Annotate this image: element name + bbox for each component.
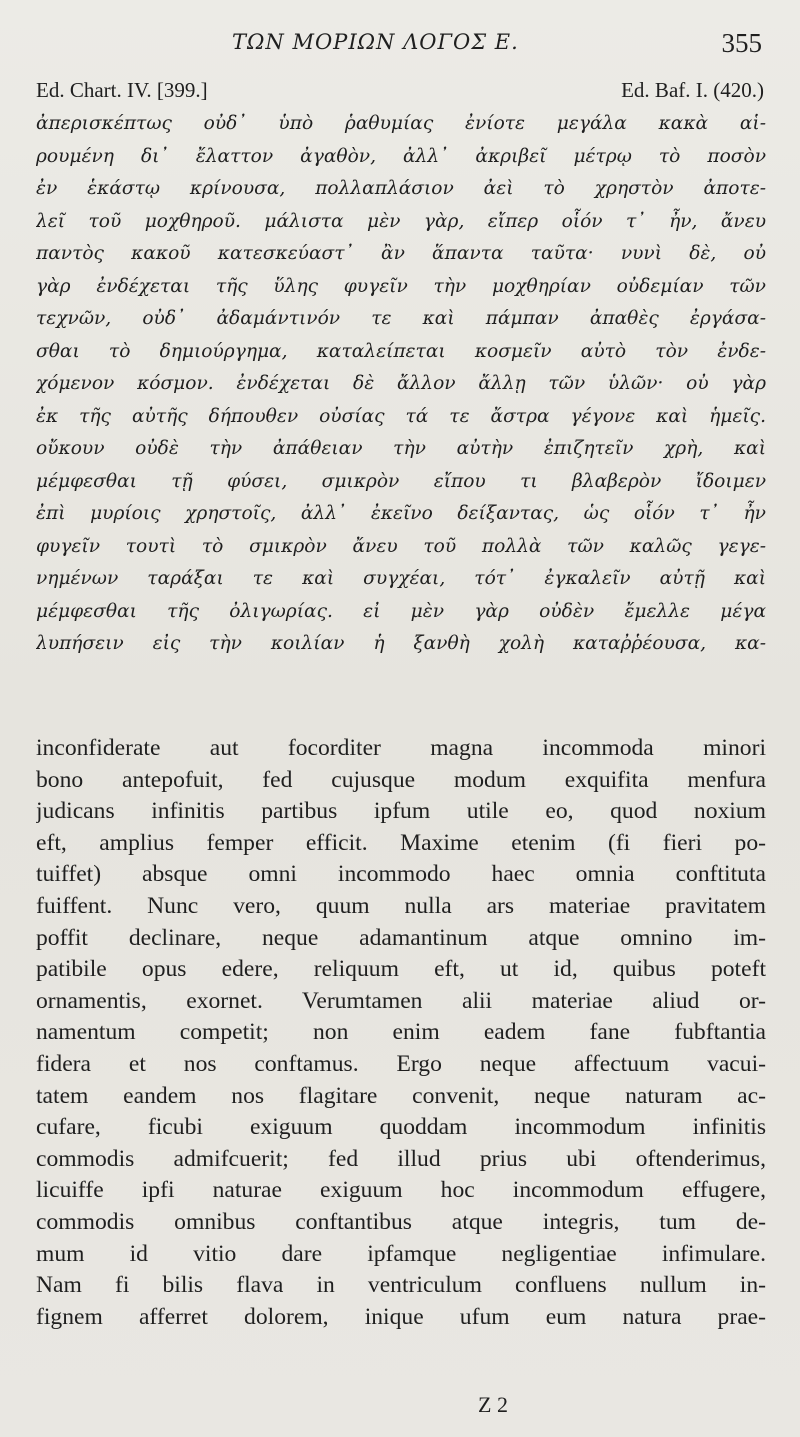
latin-line: poffit declinare, neque adamantinum atque omnino im- xyxy=(36,924,766,951)
greek-line: οὔκουν οὐδὲ τὴν ἀπάθειαν τὴν αὐτὴν ἐπιζητεῖν χρὴ, καὶ xyxy=(36,438,766,459)
latin-line: fignem afferret dolorem, inique ufum eum natura prae- xyxy=(36,1303,766,1330)
latin-text-block xyxy=(36,733,766,1333)
latin-line: namentum competit; non enim eadem fane fubftantia xyxy=(36,1019,766,1046)
latin-line: bono antepofuit, fed cujusque modum exquifita menfura xyxy=(36,766,766,793)
latin-line: licuiffe ipfi naturae exiguum hoc incommodum effugere, xyxy=(36,1177,766,1204)
edition-reference-chartier: Ed. Chart. IV. [399.] xyxy=(36,78,208,102)
latin-line: inconfiderate aut focorditer magna incommoda minori xyxy=(36,735,766,761)
greek-line: ἀπερισκέπτως οὐδ᾽ ὑπὸ ῥαθυμίας ἐνίοτε μεγάλα κακὰ αἱ- xyxy=(36,113,766,134)
greek-line: ἐν ἑκάστῳ κρίνουσα, πολλαπλάσιον ἀεὶ τὸ χρηστὸν ἀποτε- xyxy=(36,178,766,199)
greek-line: παντὸς κακοῦ κατεσκεύαστ᾽ ἂν ἅπαντα ταῦτα· νυνὶ δὲ, οὐ xyxy=(36,243,766,264)
greek-line: μέμφεσθαι τῇ φύσει, σμικρὸν εἴπου τι βλαβερὸν ἴδοιμεν xyxy=(36,470,766,492)
greek-line: σθαι τὸ δημιούργημα, καταλείπεται κοσμεῖν αὐτὸ τὸν ἐνδε- xyxy=(36,340,766,362)
greek-line: λεῖ τοῦ μοχθηροῦ. μάλιστα μὲν γὰρ, εἴπερ οἷόν τ᾽ ἦν, ἄνευ xyxy=(36,210,766,232)
greek-text-block xyxy=(36,108,766,661)
greek-line: ἐκ τῆς αὐτῆς δήπουθεν οὐσίας τά τε ἄστρα γέγονε καὶ ἡμεῖς. xyxy=(36,405,766,427)
latin-line: cufare, ficubi exiguum quoddam incommodum infinitis xyxy=(36,1114,766,1141)
running-head: ΤΩΝ ΜΟΡΙΩΝ ΛΟΓΟΣ Ε. xyxy=(232,30,519,54)
latin-line: judicans infinitis partibus ipfum utile eo, quod noxium xyxy=(36,798,766,825)
latin-line: fidera et nos conftamus. Ergo neque affectuum vacui- xyxy=(36,1050,766,1077)
greek-line: μέμφεσθαι τῆς ὀλιγωρίας. εἰ μὲν γὰρ οὐδὲν ἔμελλε μέγα xyxy=(36,600,766,622)
greek-line: ρουμένη δι᾽ ἔλαττον ἀγαθὸν, ἀλλ᾽ ἀκριβεῖ μέτρῳ τὸ ποσὸν xyxy=(36,145,766,167)
edition-reference-basel: Ed. Baf. I. (420.) xyxy=(621,78,764,102)
greek-line: γὰρ ἐνδέχεται τῆς ὕλης φυγεῖν τὴν μοχθηρίαν οὐδεμίαν τῶν xyxy=(36,275,766,297)
greek-line: χόμενον κόσμον. ἐνδέχεται δὲ ἄλλον ἄλλῃ τῶν ὑλῶν· οὐ γὰρ xyxy=(36,373,766,394)
page-header xyxy=(0,30,800,70)
greek-line: φυγεῖν τουτὶ τὸ σμικρὸν ἄνευ τοῦ πολλὰ τῶν καλῶς γεγε- xyxy=(36,535,766,557)
latin-line: patibile opus edere, reliquum eft, ut id, quibus poteft xyxy=(36,956,766,983)
signature-mark: Z 2 xyxy=(478,1392,508,1417)
latin-line: Nam fi bilis flava in ventriculum confluens nullum in- xyxy=(36,1272,766,1299)
greek-line: λυπήσειν εἰς τὴν κοιλίαν ἡ ξανθὴ χολὴ καταῤῥέουσα, κα- xyxy=(36,633,766,654)
greek-line: τεχνῶν, οὐδ᾽ ἀδαμάντινόν τε καὶ πάμπαν ἀπαθὲς ἐργάσα- xyxy=(36,308,766,329)
latin-line: mum id vitio dare ipfamque negligentiae infimulare. xyxy=(36,1240,766,1267)
latin-line: tatem eandem nos flagitare convenit, neque naturam ac- xyxy=(36,1082,766,1109)
latin-line: commodis omnibus conftantibus atque integris, tum de- xyxy=(36,1208,766,1235)
latin-line: commodis admifcuerit; fed illud prius ubi oftenderimus, xyxy=(36,1145,766,1172)
page-number: 355 xyxy=(721,28,762,58)
latin-line: ornamentis, exornet. Verumtamen alii materiae aliud or- xyxy=(36,987,766,1014)
latin-line: fuiffent. Nunc vero, quum nulla ars materiae pravitatem xyxy=(36,892,766,919)
edition-reference-line xyxy=(36,78,764,108)
greek-line: νημένων ταράξαι τε καὶ συγχέαι, τότ᾽ ἐγκαλεῖν αὐτῇ καὶ xyxy=(36,568,766,589)
greek-line: ἐπὶ μυρίοις χρηστοῖς, ἀλλ᾽ ἐκεῖνο δείξαντας, ὡς οἷόν τ᾽ ἦν xyxy=(36,503,766,524)
latin-line: tuiffet) absque omni incommodo haec omnia conftituta xyxy=(36,861,766,888)
latin-line: eft, amplius femper efficit. Maxime etenim (fi fieri po- xyxy=(36,829,766,856)
